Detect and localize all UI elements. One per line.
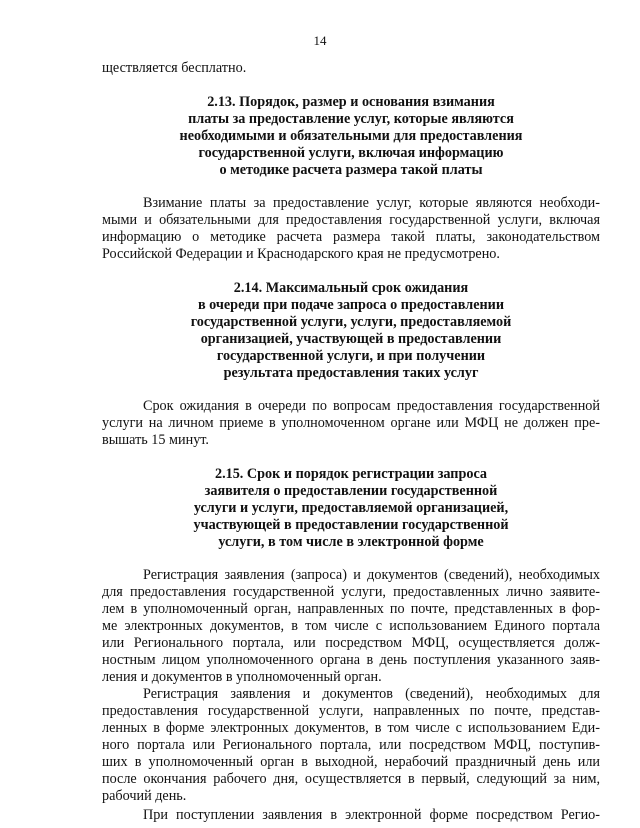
text-line: ленных в форме электронных документов, в том числе с использованием Еди-: [102, 720, 600, 736]
section-heading-line: 2.13. Порядок, размер и основания взимания: [207, 94, 495, 110]
section-heading-line: участвующей в предоставлении государственной: [193, 517, 509, 533]
text-line: Срок ожидания в очереди по вопросам предоставления государственной: [143, 398, 600, 414]
text-line: вышать 15 минут.: [102, 432, 209, 448]
intro-line: ществляется бесплатно.: [102, 60, 247, 76]
section-heading-line: 2.14. Максимальный срок ожидания: [233, 280, 469, 296]
text-line: мыми и обязательными для предоставления государственной услуги, включая: [102, 212, 600, 228]
section-heading-line: государственной услуги, услуги, предоставляемой: [190, 314, 512, 330]
text-line: ного портала или Регионального портала, или посредством МФЦ, поступив-: [102, 737, 600, 753]
text-line: услуги на личном приеме в уполномоченном органе или МФЦ не должен пре-: [102, 415, 600, 431]
section-heading-line: о методике расчета размера такой платы: [219, 162, 483, 178]
text-line: При поступлении заявления в электронной форме посредством Регио-: [143, 807, 600, 823]
text-line: лем в уполномоченный орган, направленных по почте, представленных в фор-: [102, 601, 600, 617]
section-heading-line: услуги и услуги, предоставляемой организацией,: [193, 500, 509, 516]
text-line: информацию о методике расчета размера такой платы, законодательством: [102, 229, 600, 245]
text-line: ления и документов в уполномоченный орган.: [102, 669, 382, 685]
text-line: ших в уполномоченный орган в выходной, нерабочий праздничный день или: [102, 754, 600, 770]
section-heading-line: государственной услуги, и при получении: [216, 348, 486, 364]
text-line: предоставления государственной услуги, направленных по почте, представ-: [102, 703, 600, 719]
section-heading-line: в очереди при подаче запроса о предоставлении: [197, 297, 505, 313]
section-heading-line: заявителя о предоставлении государственной: [204, 483, 498, 499]
section-heading-line: результата предоставления таких услуг: [223, 365, 479, 381]
text-line: Взимание платы за предоставление услуг, которые являются необходи-: [143, 195, 600, 211]
text-line: ностным лицом уполномоченного органа в день поступления указанного заяв-: [102, 652, 600, 668]
text-line: рабочий день.: [102, 788, 187, 804]
text-line: после окончания рабочего дня, осуществляется в первый, следующий за ним,: [102, 771, 600, 787]
text-line: Регистрация заявления (запроса) и документов (сведений), необходимых: [143, 567, 600, 583]
section-heading-line: 2.15. Срок и порядок регистрации запроса: [214, 466, 488, 482]
text-line: ме электронных документов, в том числе с использованием Единого портала: [102, 618, 600, 634]
section-heading-line: организацией, участвующей в предоставлении: [200, 331, 502, 347]
section-heading-line: платы за предоставление услуг, которые являются: [188, 111, 514, 127]
text-line: Регистрация заявления и документов (сведений), необходимых для: [143, 686, 600, 702]
text-line: Российской Федерации и Краснодарского края не предусмотрено.: [102, 246, 500, 262]
section-heading-line: необходимыми и обязательными для предоставления: [179, 128, 523, 144]
text-line: или Регионального портала, или посредством МФЦ, осуществляется долж-: [102, 635, 600, 651]
text-line: для предоставления государственной услуги, предоставленных лично заявите-: [102, 584, 600, 600]
section-heading-line: услуги, в том числе в электронной форме: [218, 534, 484, 550]
section-heading-line: государственной услуги, включая информацию: [198, 145, 504, 161]
page-number: 14: [313, 33, 327, 48]
